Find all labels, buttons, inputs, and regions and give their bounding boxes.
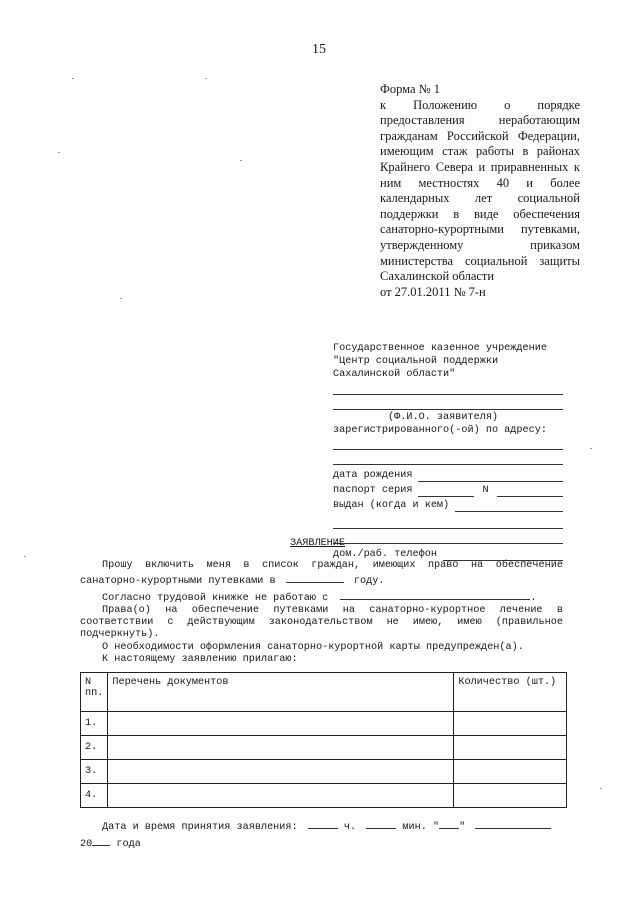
document-cell[interactable] [108,760,454,784]
birth-date-label: дата рождения [333,469,413,481]
org-name-line: Сахалинской области" [333,369,456,381]
issued-field[interactable] [333,518,563,529]
body-line: Права(о) на обеспечение путевками на санаторно-курортное лечение в [102,604,563,616]
hours-field[interactable] [308,818,338,829]
issued-field[interactable] [455,501,563,512]
document-title: ЗАЯВЛЕНИЕ [290,538,346,549]
form-title: Форма № 1 [380,82,440,96]
body-line: подчеркнуть). [80,629,160,641]
passport-series-label: паспорт серия [333,484,413,496]
quantity-cell[interactable] [454,784,567,808]
quote-open: " [432,822,440,833]
scan-speck [240,160,242,161]
scan-speck [72,78,74,79]
body-text: году. [353,576,385,588]
acceptance-label: Дата и время принятия заявления: [102,822,298,833]
body-line: К настоящему заявлению прилагаю: [102,654,298,666]
table-header-row [81,673,567,712]
year-prefix: 20 [80,839,93,850]
issued-row [333,499,563,512]
form-header-line: гражданам Российской Федерации, [380,128,580,143]
fio-field[interactable] [333,399,563,410]
recipient-block [333,342,563,561]
hours-label: ч. [343,822,357,833]
org-name-line: Государственное казенное учреждение [333,343,547,354]
documents-table [80,672,567,808]
form-header [380,82,580,300]
form-header-line: имеющим стаж работы в районах [380,144,580,159]
birth-date-field[interactable] [418,471,563,482]
body-line [80,572,563,588]
year-field[interactable] [286,572,344,583]
body-line: Прошу включить меня в список граждан, имеющих право на обеспечение [102,560,563,571]
form-header-line: календарных лет социальной [380,191,580,206]
form-header-line: утвержденному приказом [380,237,580,252]
form-header-line: предоставления неработающим [380,113,580,128]
issued-label: выдан (когда и кем) [333,499,450,511]
table-row [81,784,567,808]
minutes-label: мин. [402,822,427,833]
passport-series-field[interactable] [418,486,474,497]
body-text: Согласно трудовой книжке не работаю с [102,592,329,604]
row-number: 4. [81,784,108,808]
scan-speck [58,152,60,153]
passport-row [333,484,563,497]
scan-speck [24,556,26,557]
birth-date-row [333,469,563,482]
quote-close: " [459,822,466,833]
table-row [81,736,567,760]
not-working-since-field[interactable] [340,589,530,600]
form-header-line: к Положению о порядке [380,97,580,112]
day-field[interactable] [439,818,459,829]
issued-field[interactable] [333,533,563,544]
year-label: года [116,839,141,850]
passport-number-field[interactable] [497,486,563,497]
form-header-line: санаторно-курортными путевками, [380,222,580,237]
application-body [80,560,563,666]
table-header-number: N пп. [81,673,108,712]
address-field[interactable] [333,439,563,450]
quantity-cell[interactable] [454,760,567,784]
document-cell[interactable] [108,712,454,736]
form-header-line: поддержки в виде обеспечения [380,206,580,221]
scan-speck [600,788,602,789]
form-header-line: Сахалинской области [380,269,495,284]
scan-speck [120,298,122,299]
registered-label: зарегистрированного(-ой) по адресу: [333,424,547,436]
body-text: . [530,592,537,604]
body-line [80,589,563,605]
acceptance-date-row [80,818,563,835]
body-text: санаторно-курортными путевками в [80,576,276,588]
phone-label: дом./раб. телефон [333,548,437,560]
form-header-line: министерства социальной защиты [380,253,580,268]
body-line: О необходимости оформления санаторно-курортной карты предупрежден(а). [102,641,524,653]
page-number: 15 [312,42,326,57]
table-header-documents: Перечень документов [108,673,454,712]
minutes-field[interactable] [366,818,396,829]
form-header-line: Крайнего Севера и приравненных к [380,159,580,174]
fio-field[interactable] [333,384,563,395]
table-row [81,760,567,784]
org-name-line: "Центр социальной поддержки [333,356,499,368]
year-row [80,835,563,852]
table-row [81,712,567,736]
document-cell[interactable] [108,736,454,760]
fio-caption: (Ф.И.О. заявителя) [388,411,499,423]
table-header-quantity: Количество (шт.) [454,673,567,712]
form-header-line: от 27.01.2011 № 7-н [380,284,486,299]
row-number: 2. [81,736,108,760]
passport-number-label: N [482,484,489,496]
quantity-cell[interactable] [454,736,567,760]
month-field[interactable] [475,818,551,829]
row-number: 1. [81,712,108,736]
year-suffix-field[interactable] [92,835,110,846]
document-cell[interactable] [108,784,454,808]
body-line: соответствии с действующим законодательством не имею, имею (правильное [80,617,563,629]
row-number: 3. [81,760,108,784]
scan-speck [205,78,207,79]
quantity-cell[interactable] [454,712,567,736]
address-field[interactable] [333,454,563,465]
form-header-line: ним местностях 40 и более [380,175,580,190]
scan-speck [590,448,592,449]
footer [80,818,563,852]
